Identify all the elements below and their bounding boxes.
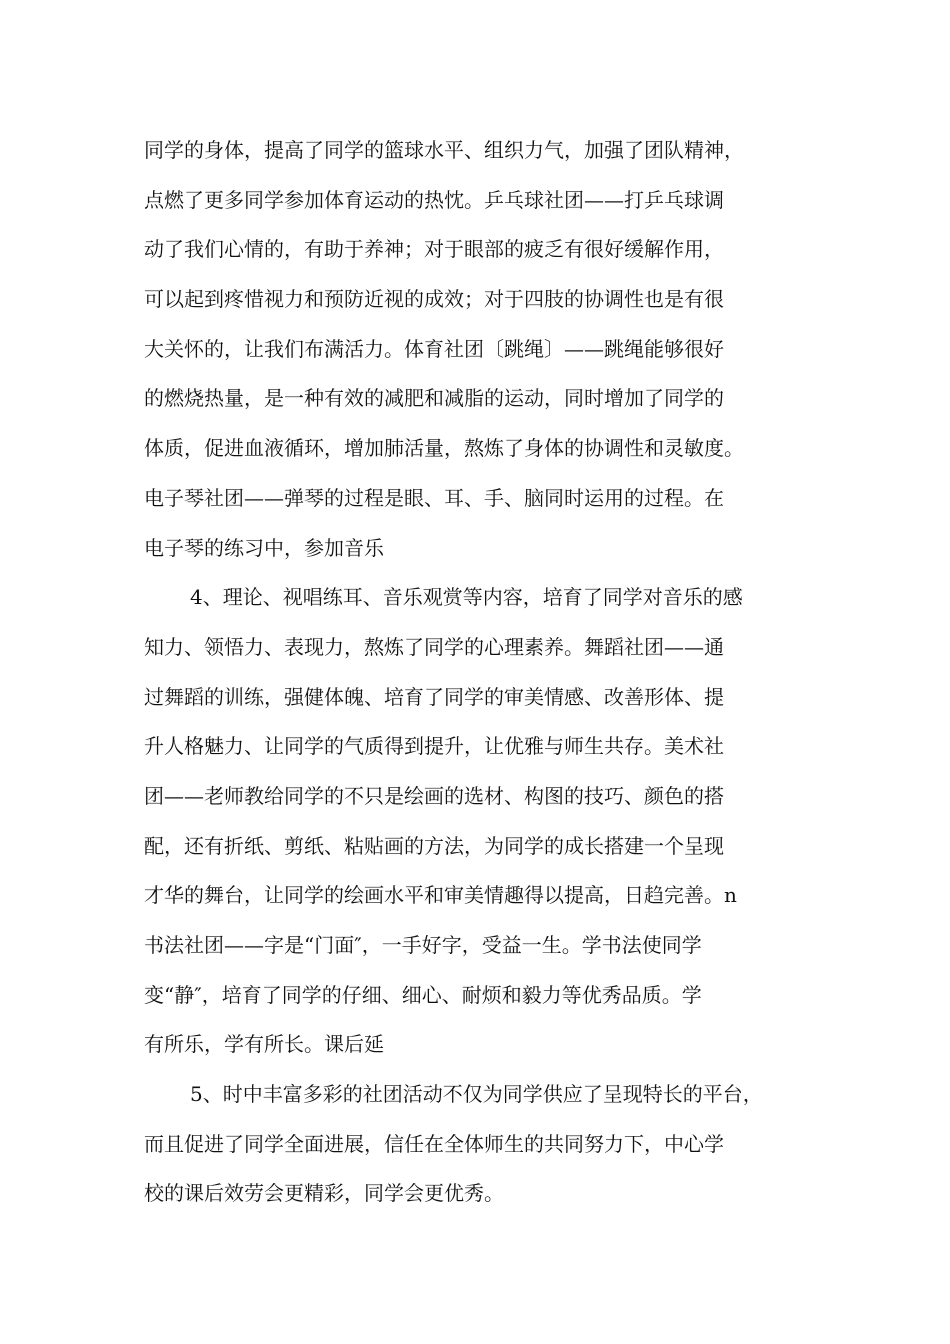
paragraph-start-line: 5、时中丰富多彩的社团活动不仅为同学供应了呈现特长的平台，: [190, 1082, 763, 1107]
paragraph-start-line: 4、理论、视唱练耳、音乐观赏等内容，培育了同学对音乐的感: [190, 585, 743, 610]
text-line: 的燃烧热量，是一种有效的减肥和减脂的运动，同时增加了同学的: [144, 386, 724, 411]
text-line: 可以起到疼惜视力和预防近视的成效；对于四肢的协调性也是有很: [144, 287, 724, 312]
text-line: 有所乐，学有所长。课后延: [144, 1032, 384, 1057]
text-line: 书法社团——字是“门面″，一手好字，受益一生。学书法使同学: [144, 933, 702, 957]
text-line: 电子琴的练习中，参加音乐: [144, 535, 384, 560]
text-line: 过舞蹈的训练，强健体魄、培育了同学的审美情感、改善形体、提: [144, 684, 724, 709]
text-line: 升人格魅力、让同学的气质得到提升，让优雅与师生共存。美术社: [144, 734, 724, 759]
text-line: 知力、领悟力、表现力，熬炼了同学的心理素养。舞蹈社团——通: [144, 634, 724, 659]
text-line: 动了我们心情的，有助于养神；对于眼部的疲乏有很好缓解作用，: [144, 237, 724, 262]
text-line: 才华的舞台，让同学的绘画水平和审美情趣得以提高，日趋完善。n: [144, 883, 737, 908]
text-line: 电子琴社团——弹琴的过程是眼、耳、手、脑同时运用的过程。在: [144, 485, 724, 510]
text-line: 而且促进了同学全面进展，信任在全体师生的共同努力下，中心学: [144, 1131, 724, 1156]
body-text: [144, 126, 834, 1219]
text-line: 团——老师教给同学的不只是绘画的选材、构图的技巧、颜色的搭: [144, 783, 724, 808]
text-line: 体质，促进血液循环，增加肺活量，熬炼了身体的协调性和灵敏度。: [144, 436, 744, 461]
text-line: 点燃了更多同学参加体育运动的热忱。乒乓球社团——打乒乓球调: [144, 187, 724, 212]
text-line: 配，还有折纸、剪纸、粘贴画的方法，为同学的成长搭建一个呈现: [144, 833, 724, 858]
text-line: 变“静″，培育了同学的仔细、细心、耐烦和毅力等优秀品质。学: [144, 982, 702, 1007]
text-line: 大关怀的，让我们布满活力。体育社团〔跳绳〕——跳绳能够很好: [144, 336, 724, 361]
text-line: 校的课后效劳会更精彩，同学会更优秀。: [144, 1181, 504, 1206]
text-line: 同学的身体，提高了同学的篮球水平、组织力气，加强了团队精神，: [144, 138, 744, 162]
